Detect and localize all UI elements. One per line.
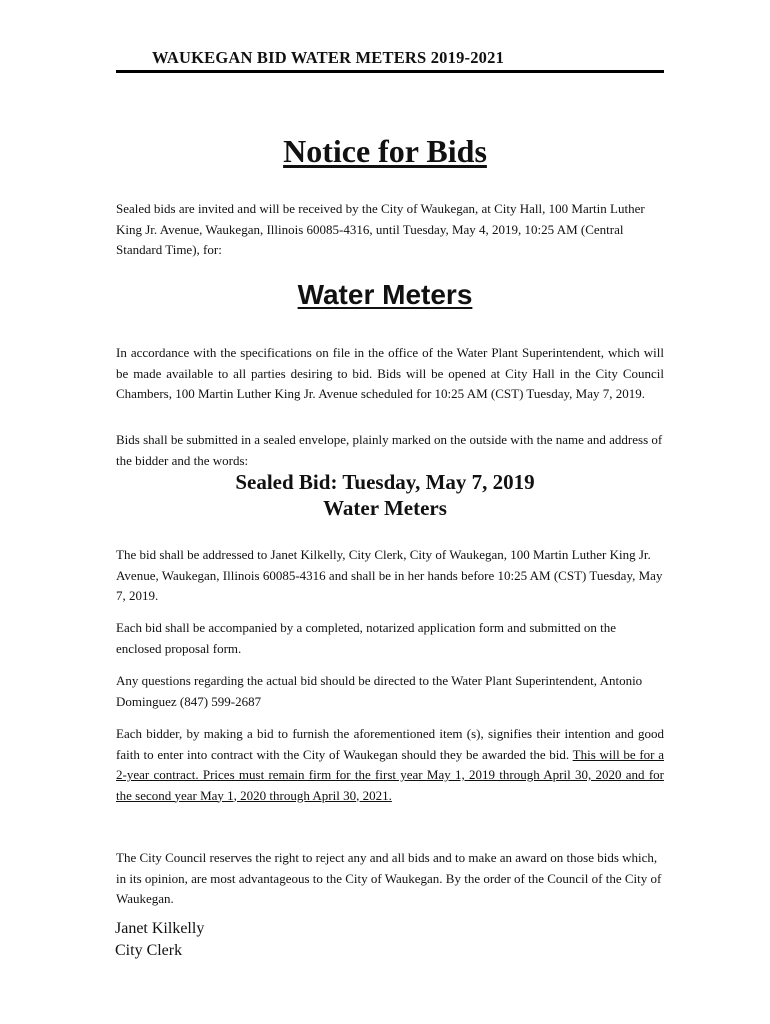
questions-paragraph: Any questions regarding the actual bid should be directed to the Water Plant Superintendent, Antonio Dominguez (847) 599-2687 — [116, 673, 643, 709]
signature-title: City Clerk — [115, 942, 183, 959]
sealed-bid-subject: Water Meters — [323, 496, 447, 520]
contract-terms-text: This will be for a 2-year contract. Prices must remain firm for the first year May 1, 2019 through April 30, 2020 and for the second year May 1, 2020 through April 30, 2021. — [116, 746, 664, 803]
bidder-paragraph — [116, 724, 664, 806]
notice-title: Notice for Bids — [283, 133, 487, 169]
sealed-bid-line: Sealed Bid: Tuesday, May 7, 2019 — [235, 470, 535, 494]
bidder-text: Each bidder, by making a bid to furnish the aforementioned item (s), signifies their intention and good faith to enter into contract with the City of Waukegan should they be awarded the bid. — [116, 726, 664, 762]
council-paragraph: The City Council reserves the right to reject any and all bids and to make an award on those bids which, in its opinion, are most advantageous to the City of Waukegan. By the order of the Council of the City of Waukegan. — [116, 850, 662, 906]
form-paragraph: Each bid shall be accompanied by a completed, notarized application form and submitted on the enclosed proposal form. — [116, 620, 616, 656]
document-header: WAUKEGAN BID WATER METERS 2019-2021 — [152, 48, 505, 67]
address-paragraph: The bid shall be addressed to Janet Kilkelly, City Clerk, City of Waukegan, 100 Martin Luther King Jr. Avenue, Waukegan, Illinois 60085-4316 and shall be in her hands before 10:25 AM (CST) Tuesday, May 7, 2019. — [116, 547, 663, 603]
subtitle-water-meters: Water Meters — [297, 279, 473, 310]
intro-paragraph: Sealed bids are invited and will be received by the City of Waukegan, at City Hall, 100 Martin Luther King Jr. Avenue, Waukegan, Illinois 60085-4316, until Tuesday, May 4, 2019, 10:25 AM (Central Standard Time), for: — [116, 201, 645, 257]
signature-name: Janet Kilkelly — [115, 920, 205, 937]
envelope-paragraph: Bids shall be submitted in a sealed envelope, plainly marked on the outside with the name and address of the bidder and the words: — [116, 432, 663, 468]
specifications-paragraph: In accordance with the specifications on file in the office of the Water Plant Superintendent, which will be made available to all parties desiring to bid. Bids will be opened at City Hall in the City Council Chambers, 100 Martin Luther King Jr. Avenue scheduled for 10:25 AM (CST) Tuesday, May 7, 2019. — [116, 345, 664, 401]
header-rule — [116, 70, 664, 73]
